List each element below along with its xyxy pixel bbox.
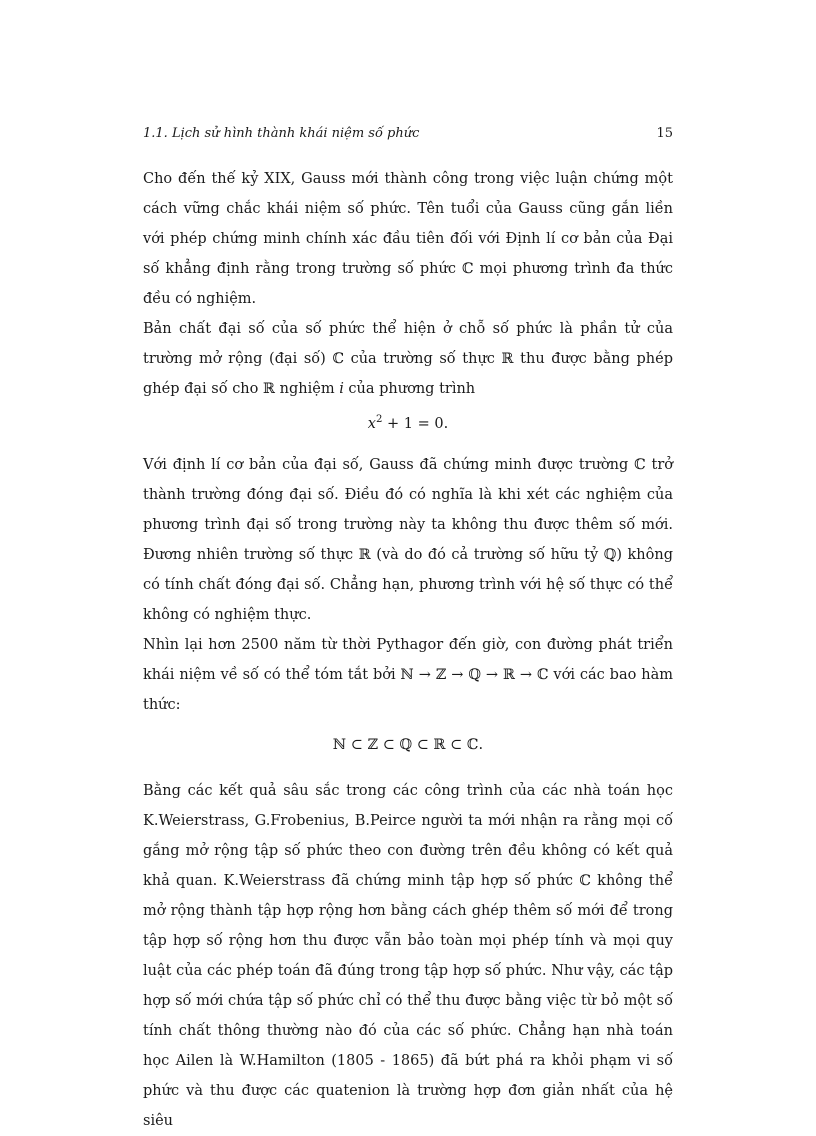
equation-text: + 1 = 0. [382,416,449,432]
running-header [143,124,673,144]
equation-quadratic [143,409,673,439]
page-number: 15 [656,126,673,141]
body-text [143,164,673,1136]
paragraph-history: Nhìn lại hơn 2500 năm từ thời Pythagor đến giờ, con đường phát triển khái niệm về số có thể tóm tắt bởi ℕ → ℤ → ℚ → ℝ → ℂ với các bao hàm thức: [143,637,673,713]
paragraph-algebraic-nature [143,314,673,404]
paragraph-text: Bản chất đại số của số phức thể hiện ở chỗ số phức là phần tử của trường mở rộng (đại số) ℂ của trường số thực ℝ thu được bằng phép ghép đại số cho ℝ nghiệm [143,321,673,397]
running-title: 1.1. Lịch sử hình thành khái niệm số phức [143,126,420,141]
equation-inclusions: ℕ ⊂ ℤ ⊂ ℚ ⊂ ℝ ⊂ ℂ. [332,737,484,753]
paragraph-text: của phương trình [343,381,476,397]
math-variable: i [339,381,344,397]
paragraph-fundamental-theorem: Với định lí cơ bản của đại số, Gauss đã chứng minh được trường ℂ trở thành trường đóng đại số. Điều đó có nghĩa là khi xét các nghiệm của phương trình đại số trong trường này ta không thu được thêm số mới. Đương nhiên trường số thực ℝ (và do đó cả trường số hữu tỷ ℚ) không có tính chất đóng đại số. Chẳng hạn, phương trình với hệ số thực có thể không có nghiệm thực. [143,457,673,623]
math-exponent: 2 [375,414,383,426]
paragraph-gauss: Cho đến thế kỷ XIX, Gauss mới thành công trong việc luận chứng một cách vững chắc khái niệm số phức. Tên tuổi của Gauss cũng gắn liền với phép chứng minh chính xác đầu tiên đối với Định lí cơ bản của Đại số khẳng định rằng trong trường số phức ℂ mọi phương trình đa thức đều có nghiệm. [143,171,673,307]
math-variable: x [367,416,376,432]
paragraph-extensions: Bằng các kết quả sâu sắc trong các công trình của các nhà toán học K.Weierstrass, G.Frobenius, B.Peirce người ta mới nhận ra rằng mọi cố gắng mở rộng tập số phức theo con đường trên đều không có kết quả khả quan. K.Weierstrass đã chứng minh tập hợp số phức ℂ không thể mở rộng thành tập hợp rộng hơn bằng cách ghép thêm số mới để trong tập hợp số rộng hơn thu được vẫn bảo toàn mọi phép tính và mọi quy luật của các phép toán đã đúng trong tập hợp số phức. Như vậy, các tập hợp số mới chứa tập số phức chỉ có thể thu được bằng việc từ bỏ một số tính chất thông thường nào đó của các số phức. Chẳng hạn nhà toán học Ailen là W.Hamilton (1805 - 1865) đã bứt phá ra khỏi phạm vi số phức và thu được các quatenion là trường hợp đơn giản nhất của hệ siêu [143,783,673,1129]
